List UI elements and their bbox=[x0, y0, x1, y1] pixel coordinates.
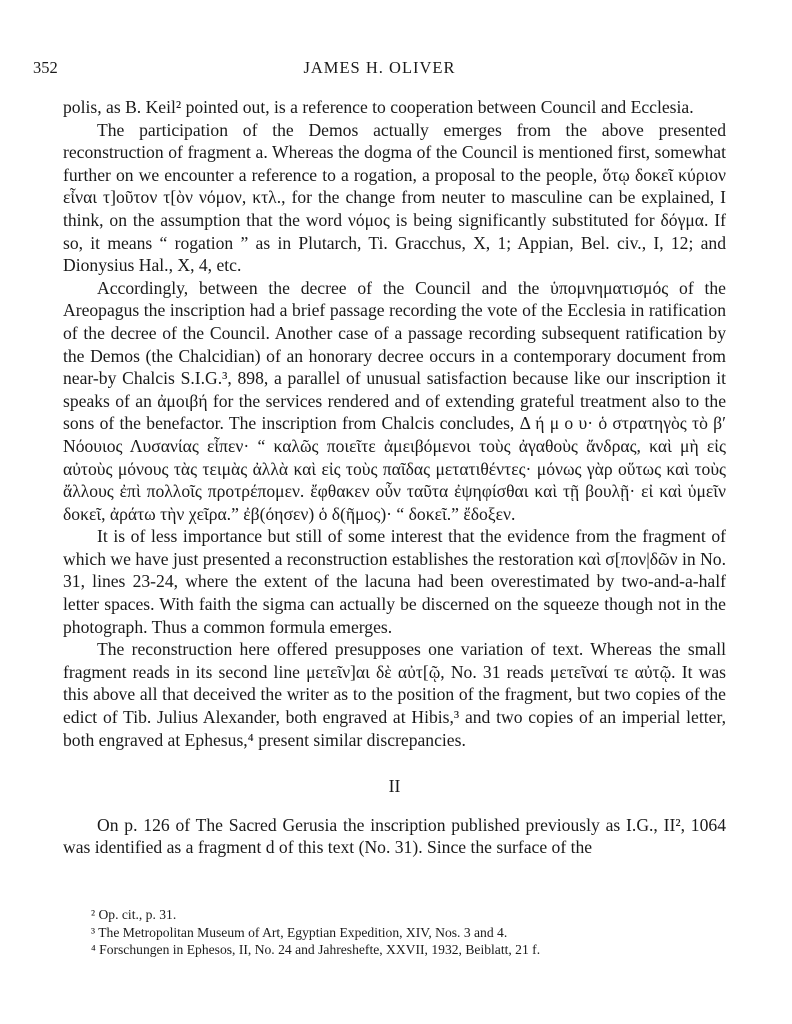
page-number: 352 bbox=[33, 58, 58, 77]
running-head: JAMES H. OLIVER bbox=[303, 58, 456, 77]
paragraph: On p. 126 of The Sacred Gerusia the inscription published previously as I.G., II², 1064 was identified as a fragment d of this text (No. 31). Since the surface of the bbox=[63, 814, 726, 858]
footnote: ² Op. cit., p. 31. bbox=[91, 907, 177, 922]
body-text bbox=[63, 96, 726, 859]
paragraph: Accordingly, between the decree of the Council and the ὑπομνηματισμός of the Areopagus the inscription had a brief passage recording the vote of the Ecclesia in ratification of the decree of the Council. Another case of a passage recording subsequent ratification by the Demos (the Chalcidian) of an honorary decree occurs in a contemporary document from near-by Chalcis S.I.G.³, 898, a parallel of unusual satisfaction because like our inscription it speaks of an ἀμοιβή for the services rendered and of extending grateful treatment also to the sons of the benefactor. The inscription from Chalcis concludes, Δ ή μ ο υ· ὁ στρατηγὸς τὸ β′ Νόουιος Λυσανίας εἶπεν· “ καλῶς ποιεῖτε ἀμειβόμενοι τοὺς ἀγαθοὺς ἄνδρας, καὶ μὴ εἰς αὐτοὺς μόνους τὰς τειμὰς ἀλλὰ καὶ εἰς τοὺς παῖδας μετατιθέντες· μόνως γὰρ οὕτως καὶ τοὺς ἄλλους ἐπὶ πολλοῖς προτρέπομεν. ἔφθακεν οὖν ταῦτα ἐψηφίσθαι καὶ τῇ βουλῇ· εἰ καὶ ὑμεῖν δοκεῖ, ἀράτω τὴν χεῖρα.” ἐβ(όησεν) ὁ δ(ῆμος)· “ δοκεῖ.” ἔδοξεν. bbox=[63, 277, 726, 524]
footnote: ³ The Metropolitan Museum of Art, Egyptian Expedition, XIV, Nos. 3 and 4. bbox=[91, 924, 508, 940]
page-header bbox=[33, 58, 726, 82]
footnote: ⁴ Forschungen in Ephesos, II, No. 24 and Jahreshefte, XXVII, 1932, Beiblatt, 21 f. bbox=[91, 942, 541, 958]
paragraph: The reconstruction here offered presupposes one variation of text. Whereas the small fragment reads in its second line μετεῖν]αι δὲ αὐτ[ῷ, No. 31 reads μετεῖναί τε αὐτῷ. It was this above all that deceived the writer as to the position of the fragment, but two copies of the edict of Tib. Julius Alexander, both engraved at Hibis,³ and two copies of an imperial letter, both engraved at Ephesus,⁴ present similar discrepancies. bbox=[63, 639, 726, 750]
paragraph: polis, as B. Keil² pointed out, is a reference to cooperation between Council and Ecclesia. bbox=[63, 97, 694, 117]
section-heading: II bbox=[388, 776, 401, 797]
paragraph: It is of less importance but still of some interest that the evidence from the fragment of which we have just presented a reconstruction establishes the restoration καὶ σ[πον|δῶν in No. 31, lines 23-24, where the extent of the lacuna had been overestimated by two-and-a-half letter spaces. With faith the sigma can actually be discerned on the squeeze though not in the photograph. Thus a common formula emerges. bbox=[63, 526, 726, 637]
paragraph: The participation of the Demos actually emerges from the above presented reconstruction of fragment a. Whereas the dogma of the Council is mentioned first, somewhat further on we encounter a reference to a rogation, a proposal to the people, ὅτῳ δοκεῖ κύριον εἶναι τ]οῦτον τ[ὸν νόμον, κτλ., for the change from neuter to masculine can be explained, I think, on the assumption that the word νόμος is being significantly substituted for δόγμα. If so, it means “ rogation ” as in Plutarch, Ti. Gracchus, X, 1; Appian, Bel. civ., I, 12; and Dionysius Hal., X, 4, etc. bbox=[63, 119, 726, 276]
footnotes bbox=[91, 906, 731, 959]
